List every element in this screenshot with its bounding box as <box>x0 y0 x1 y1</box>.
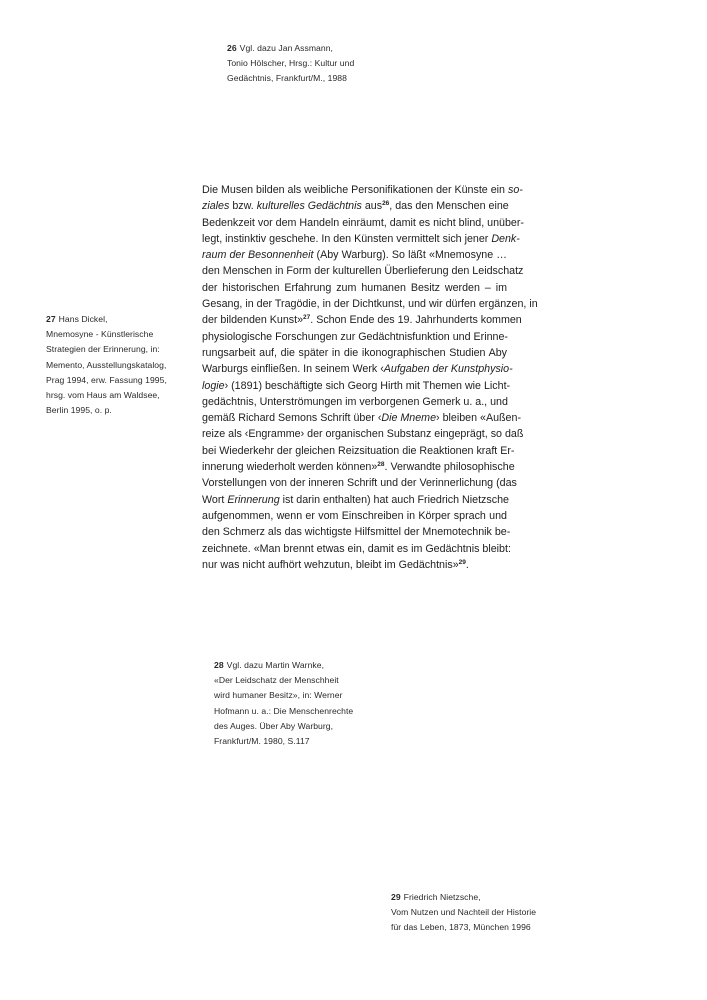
footnote-line: Gedächtnis, Frankfurt/M., 1988 <box>227 73 347 84</box>
footnote-ref-27: 27 <box>303 314 311 322</box>
footnote-27 <box>46 312 167 418</box>
footnote-line: 28 Vgl. dazu Martin Warnke, <box>214 660 325 670</box>
body-line: physiologische Forschungen zur Gedächtnisfunktion und Erinne- <box>202 330 508 343</box>
footnote-number: 27 <box>46 314 56 324</box>
footnote-line: wird humaner Besitz», in: Werner <box>214 690 343 701</box>
footnote-ref-26: 26 <box>382 200 390 208</box>
footnote-line: Memento, Ausstellungskatalog, <box>46 359 167 370</box>
footnote-line: des Auges. Über Aby Warburg, <box>214 720 334 731</box>
footnote-line: Strategien der Erinnerung, in: <box>46 344 160 355</box>
body-line: logie› (1891) beschäftigte sich Georg Hirth mit Themen wie Licht- <box>202 379 511 392</box>
footnote-line: «Der Leidschatz der Menschheit <box>214 675 339 686</box>
footnote-ref-28: 28 <box>377 461 385 469</box>
body-line: der bildenden Kunst»$^{27}$. Schon Ende des 19. Jahrhunderts kommen <box>202 314 522 327</box>
body-line: Warburgs einfließen. In seinem Werk ‹Aufgaben der Kunstphysio- <box>202 363 513 376</box>
body-line: der historischen Erfahrung zum humanen Besitz werden – im <box>202 281 507 294</box>
body-line: gedächtnis, Unterströmungen im verborgenen Gemerk u. a., und <box>202 395 508 408</box>
body-line: Die Musen bilden als weibliche Personifikationen der Künste ein so- <box>202 184 523 196</box>
body-line: den Menschen in Form der kulturellen Überlieferung den Leidschatz <box>202 265 524 278</box>
footnote-number: 28 <box>214 660 224 670</box>
body-paragraph <box>202 182 538 573</box>
body-line: rungsarbeit auf, die später in die ikonographischen Studien Aby <box>202 346 507 359</box>
body-line: den Schmerz als das wichtigste Hilfsmittel der Mnemotechnik be- <box>202 526 511 539</box>
body-line: reize als ‹Engramme› der organischen Substanz eingeprägt, so daß <box>202 428 524 441</box>
footnote-26 <box>227 41 354 87</box>
body-line: legt, instinktiv geschehe. In den Künsten vermittelt sich jener Denk- <box>202 232 520 245</box>
body-line: gemäß Richard Semons Schrift über ‹Die Mneme› bleiben «Außen- <box>202 412 522 425</box>
body-line: bei Wiederkehr der gleichen Reizsituation die Reaktionen kraft Er- <box>202 444 515 457</box>
footnote-line: hrsg. vom Haus am Waldsee, <box>46 390 160 401</box>
footnote-number: 26 <box>227 43 237 53</box>
footnote-line: für das Leben, 1873, München 1996 <box>391 922 531 933</box>
body-line: raum der Besonnenheit (Aby Warburg). So läßt «Mnemosyne … <box>202 249 507 262</box>
footnote-line: Vom Nutzen und Nachteil der Historie <box>391 907 537 918</box>
body-line: nur was nicht aufhört wehzutun, bleibt im Gedächtnis»$^{29}$. <box>202 558 469 571</box>
footnote-line: 26 Vgl. dazu Jan Assmann, <box>227 43 333 53</box>
body-line: Bedenkzeit vor dem Handeln einräumt, damit es nicht blind, unüber- <box>202 216 524 229</box>
footnote-number: 29 <box>391 892 401 902</box>
footnote-ref-29: 29 <box>458 558 466 566</box>
footnote-line: Mnemosyne - Künstlerische <box>46 329 154 340</box>
body-line: zeichnete. «Man brennt etwas ein, damit es im Gedächtnis bleibt: <box>202 542 511 555</box>
footnote-line: Hofmann u. a.: Die Menschenrechte <box>214 705 354 716</box>
footnote-line: 27 Hans Dickel, <box>46 314 108 324</box>
footnote-29 <box>391 890 536 936</box>
footnote-line: Prag 1994, erw. Fassung 1995, <box>46 374 167 385</box>
body-line: innerung wiederholt werden können»$^{28}$. Verwandte philosophische <box>202 461 515 474</box>
body-line: ziales bzw. kulturelles Gedächtnis aus$^{26}$, das den Menschen eine <box>202 200 509 213</box>
body-line: aufgenommen, wenn er vom Einschreiben in Körper sprach und <box>202 509 507 522</box>
body-line: Vorstellungen von der inneren Schrift und der Verinnerlichung (das <box>202 477 517 490</box>
footnote-28 <box>214 658 353 749</box>
footnote-line: 29 Friedrich Nietzsche, <box>391 892 481 902</box>
body-line: Wort Erinnerung ist darin enthalten) hat auch Friedrich Nietzsche <box>202 493 509 506</box>
body-line: Gesang, in der Tragödie, in der Dichtkunst, und wir dürfen ergänzen, in <box>202 298 538 311</box>
footnote-line: Frankfurt/M. 1980, S.117 <box>214 736 310 747</box>
footnote-line: Berlin 1995, o. p. <box>46 405 112 416</box>
footnote-line: Tonio Hölscher, Hrsg.: Kultur und <box>227 58 355 69</box>
